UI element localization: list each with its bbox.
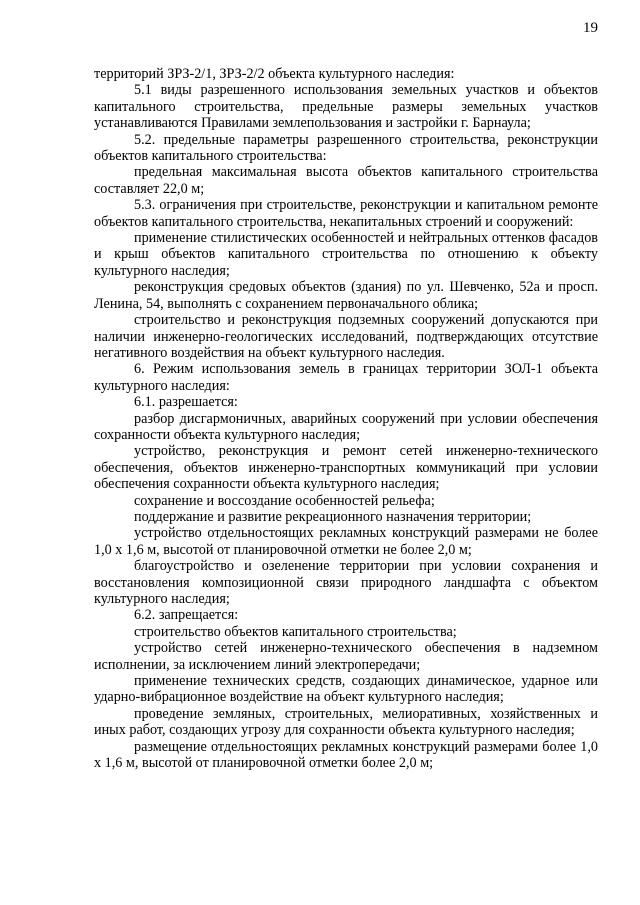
paragraph: применение технических средств, создающих динамическое, ударное или ударно-вибрационное воздействие на объект культурного наследия; (94, 673, 598, 706)
paragraph: строительство и реконструкция подземных сооружений допускаются при наличии инженерно-геологических исследований, подтверждающих отсутствие негативного воздействия на объект культурного наследия. (94, 312, 598, 361)
paragraph: устройство, реконструкция и ремонт сетей инженерно-технического обеспечения, объектов инженерно-транспортных коммуникаций при условии обеспечения сохранности объекта культурного наследия; (94, 443, 598, 493)
paragraph: 5.3. ограничения при строительстве, реконструкции и капитальном ремонте объектов капитального строительства, некапитальных строений и сооружений: (94, 197, 598, 230)
paragraph: 5.2. предельные параметры разрешенного строительства, реконструкции объектов капитального строительства: (94, 131, 598, 165)
paragraph: поддержание и развитие рекреационного назначения территории; (134, 508, 532, 525)
paragraph: размещение отдельностоящих рекламных конструкций размерами более 1,0 х 1,6 м, высотой от планировочной отметки более 2,0 м; (94, 738, 598, 772)
document-body (94, 66, 598, 771)
paragraph: разбор дисгармоничных, аварийных сооружений при условии обеспечения сохранности объекта культурного наследия; (94, 410, 598, 443)
paragraph: сохранение и воссоздание особенностей рельефа; (134, 492, 435, 509)
subsection-heading: 6.2. запрещается: (134, 607, 239, 624)
paragraph: реконструкция средовых объектов (здания) по ул. Шевченко, 52а и просп. Ленина, 54, выполнять с сохранением первоначального облика; (94, 279, 598, 312)
paragraph: 5.1 виды разрешенного использования земельных участков и объектов капитального строительства, предельные размеры земельных участков устанавливаются Правилами землепользования и застройки г. Барнаула; (94, 82, 598, 132)
subsection-heading: 6.1. разрешается: (134, 394, 238, 411)
paragraph: предельная максимальная высота объектов капитального строительства составляет 22,0 м; (94, 164, 598, 197)
paragraph: проведение земляных, строительных, мелиоративных, хозяйственных и иных работ, создающих угрозу для сохранности объекта культурного наследия; (94, 705, 598, 739)
paragraph: благоустройство и озеленение территории при условии сохранения и восстановления композиционной связи природного ландшафта с объектом культурного наследия; (94, 558, 598, 607)
paragraph: устройство сетей инженерно-технического обеспечения в надземном исполнении, за исключением линий электропередачи; (94, 640, 598, 673)
paragraph: устройство отдельностоящих рекламных конструкций размерами не более 1,0 х 1,6 м, высотой от планировочной отметки не более 2,0 м; (94, 525, 598, 558)
paragraph: строительство объектов капитального строительства; (134, 623, 457, 640)
section-heading: 6. Режим использования земель в границах территории ЗОЛ-1 объекта культурного наследия: (94, 361, 598, 394)
paragraph: территорий ЗРЗ-2/1, ЗРЗ-2/2 объекта культурного наследия: (94, 66, 455, 82)
paragraph: применение стилистических особенностей и нейтральных оттенков фасадов и крыш объектов капитального строительства по отношению к объекту культурного наследия; (94, 230, 598, 279)
page-number: 19 (583, 20, 598, 36)
